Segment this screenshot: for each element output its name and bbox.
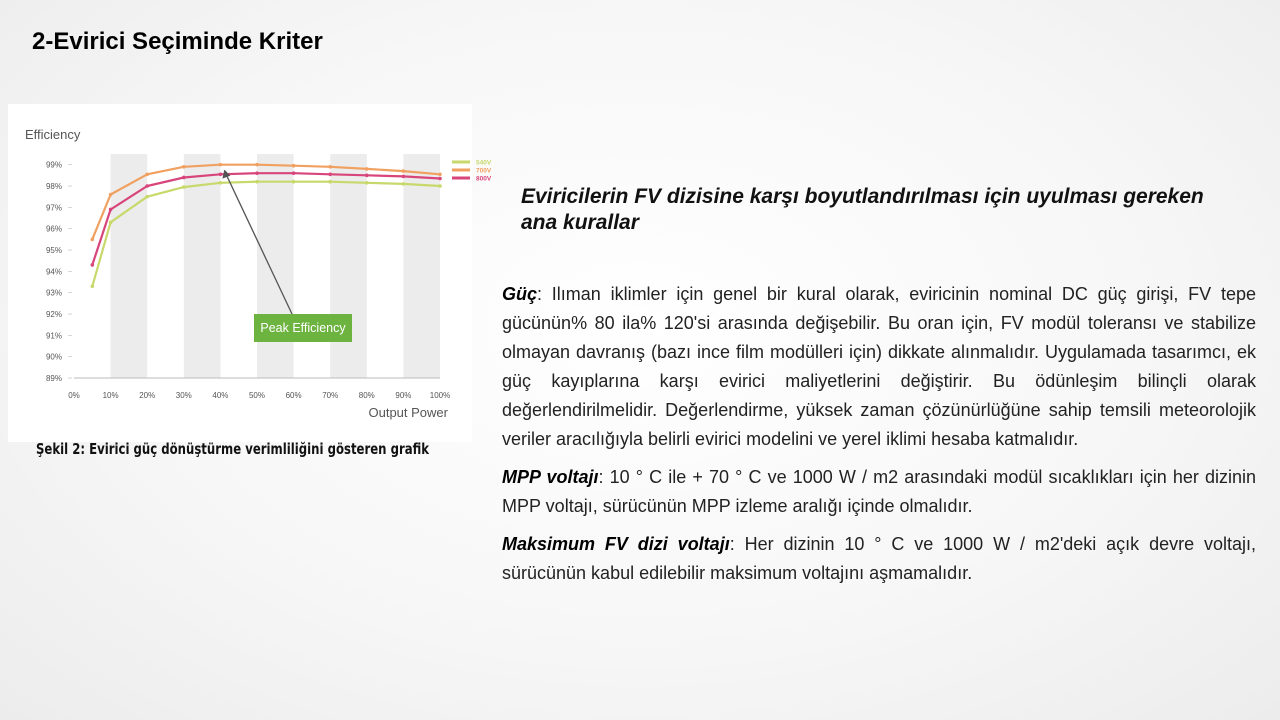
- series-point-800V: [438, 177, 442, 181]
- series-point-800V: [402, 175, 406, 179]
- slide-title: 2-Evirici Seçiminde Kriter: [32, 28, 323, 55]
- series-point-540V: [365, 181, 369, 185]
- series-point-700V: [255, 163, 259, 167]
- series-point-540V: [402, 182, 406, 186]
- paragraph-power-text: : Ilıman iklimler için genel bir kural olarak, eviricinin nominal DC güç girişi, FV tepe gücünün% 80 ila% 120'si arasında değişebilir. Bu oran için, FV modül toleransı ve stabilize olmayan davranış (bazı ince film modülleri için) dikkate alınmalıdır. Uygulamada tasarımcı, ek güç kayıplarına karşı evirici maliyetlerini değiştirir. Bu ödünleşim bilinçli olarak değerlendirilmelidir. Değerlendirme, yüksek zaman çözünürlüğüne sahip temsili meteorolojik veriler aracılığıyla belirli evirici modelini ve yerel iklimi hesaba katmalıdır.: [502, 284, 1256, 449]
- grid-band: [403, 154, 440, 378]
- x-tick-label: 20%: [139, 391, 156, 400]
- series-point-800V: [109, 208, 113, 212]
- x-axis-title: Output Power: [368, 405, 448, 420]
- series-point-800V: [91, 263, 95, 267]
- series-point-800V: [182, 176, 186, 180]
- series-point-540V: [328, 180, 332, 184]
- annotation-label: Peak Efficiency: [260, 321, 346, 335]
- term-max-voltage: Maksimum FV dizi voltajı: [502, 534, 730, 554]
- y-tick-label: 96%: [45, 224, 62, 234]
- section-subtitle: Eviricilerin FV dizisine karşı boyutlandırılması için uyulması gereken ana kurallar: [521, 185, 1204, 234]
- series-point-800V: [145, 184, 149, 188]
- x-tick-label: 60%: [285, 391, 302, 400]
- y-tick-label: 98%: [45, 182, 62, 191]
- series-point-800V: [255, 171, 259, 175]
- y-tick-label: 90%: [45, 352, 62, 362]
- paragraph-mpp-voltage-text: : 10 ° C ile + 70 ° C ve 1000 W / m2 arasındaki modül sıcaklıkları için her dizinin MPP voltajı, sürücünün MPP izleme aralığı içinde olmalıdır.: [502, 467, 1256, 516]
- series-point-540V: [91, 284, 95, 288]
- series-point-800V: [328, 172, 332, 176]
- series-point-800V: [219, 172, 223, 176]
- series-point-540V: [109, 220, 113, 224]
- x-tick-label: 80%: [358, 391, 375, 400]
- series-point-700V: [219, 163, 223, 167]
- x-tick-label: 40%: [212, 391, 229, 400]
- series-point-700V: [145, 172, 149, 176]
- grid-band: [257, 154, 294, 378]
- series-point-700V: [292, 164, 296, 168]
- x-tick-label: 0%: [68, 391, 80, 400]
- series-point-700V: [365, 167, 369, 171]
- x-tick-label: 30%: [175, 391, 192, 400]
- y-tick-label: 93%: [45, 288, 62, 298]
- x-tick-label: 10%: [102, 391, 119, 400]
- x-tick-label: 90%: [395, 391, 412, 400]
- figure-caption: Şekil 2: Evirici güç dönüştürme verimliliğini gösteren grafik: [36, 440, 430, 458]
- y-tick-label: 92%: [45, 310, 62, 319]
- x-tick-label: 50%: [248, 391, 266, 400]
- x-tick-label: 100%: [429, 391, 451, 400]
- grid-band: [184, 154, 221, 378]
- series-point-540V: [292, 180, 296, 184]
- efficiency-chart-figure: [8, 104, 492, 442]
- term-power: Güç: [502, 284, 538, 304]
- legend-label-700V: 700V: [476, 167, 492, 175]
- y-axis-title: Efficiency: [25, 127, 81, 142]
- grid-band: [330, 154, 367, 378]
- grid-band: [111, 154, 148, 378]
- x-tick-label: 70%: [322, 391, 339, 400]
- series-point-540V: [438, 184, 442, 188]
- series-point-800V: [292, 171, 296, 175]
- legend-label-800V: 800V: [476, 175, 492, 183]
- series-point-700V: [328, 165, 332, 169]
- series-point-700V: [91, 238, 95, 242]
- series-point-700V: [402, 169, 406, 173]
- paragraph-max-voltage: [502, 530, 1256, 588]
- paragraph-power: [502, 280, 1256, 454]
- series-point-540V: [255, 180, 259, 184]
- series-point-540V: [219, 181, 223, 185]
- term-mpp-voltage: MPP voltajı: [502, 467, 599, 487]
- series-point-800V: [365, 174, 369, 178]
- series-point-700V: [182, 165, 186, 169]
- y-tick-label: 89%: [45, 374, 62, 383]
- series-point-540V: [145, 195, 149, 199]
- series-point-700V: [109, 193, 113, 197]
- paragraph-mpp-voltage: [502, 463, 1256, 521]
- y-tick-label: 95%: [45, 246, 62, 255]
- y-tick-label: 97%: [45, 203, 62, 213]
- series-point-540V: [182, 185, 186, 189]
- y-tick-label: 99%: [45, 160, 62, 170]
- legend-label-540V: 540V: [476, 159, 492, 167]
- y-tick-label: 91%: [45, 331, 62, 341]
- efficiency-chart: [8, 104, 492, 442]
- series-point-700V: [438, 172, 442, 176]
- paragraph-max-voltage-text: : Her dizinin 10 ° C ve 1000 W / m2'deki açık devre voltajı, sürücünün kabul edilebilir maksimum voltajını aşmamalıdır.: [502, 534, 1256, 583]
- y-tick-label: 94%: [45, 267, 62, 277]
- body-text: [502, 280, 1256, 597]
